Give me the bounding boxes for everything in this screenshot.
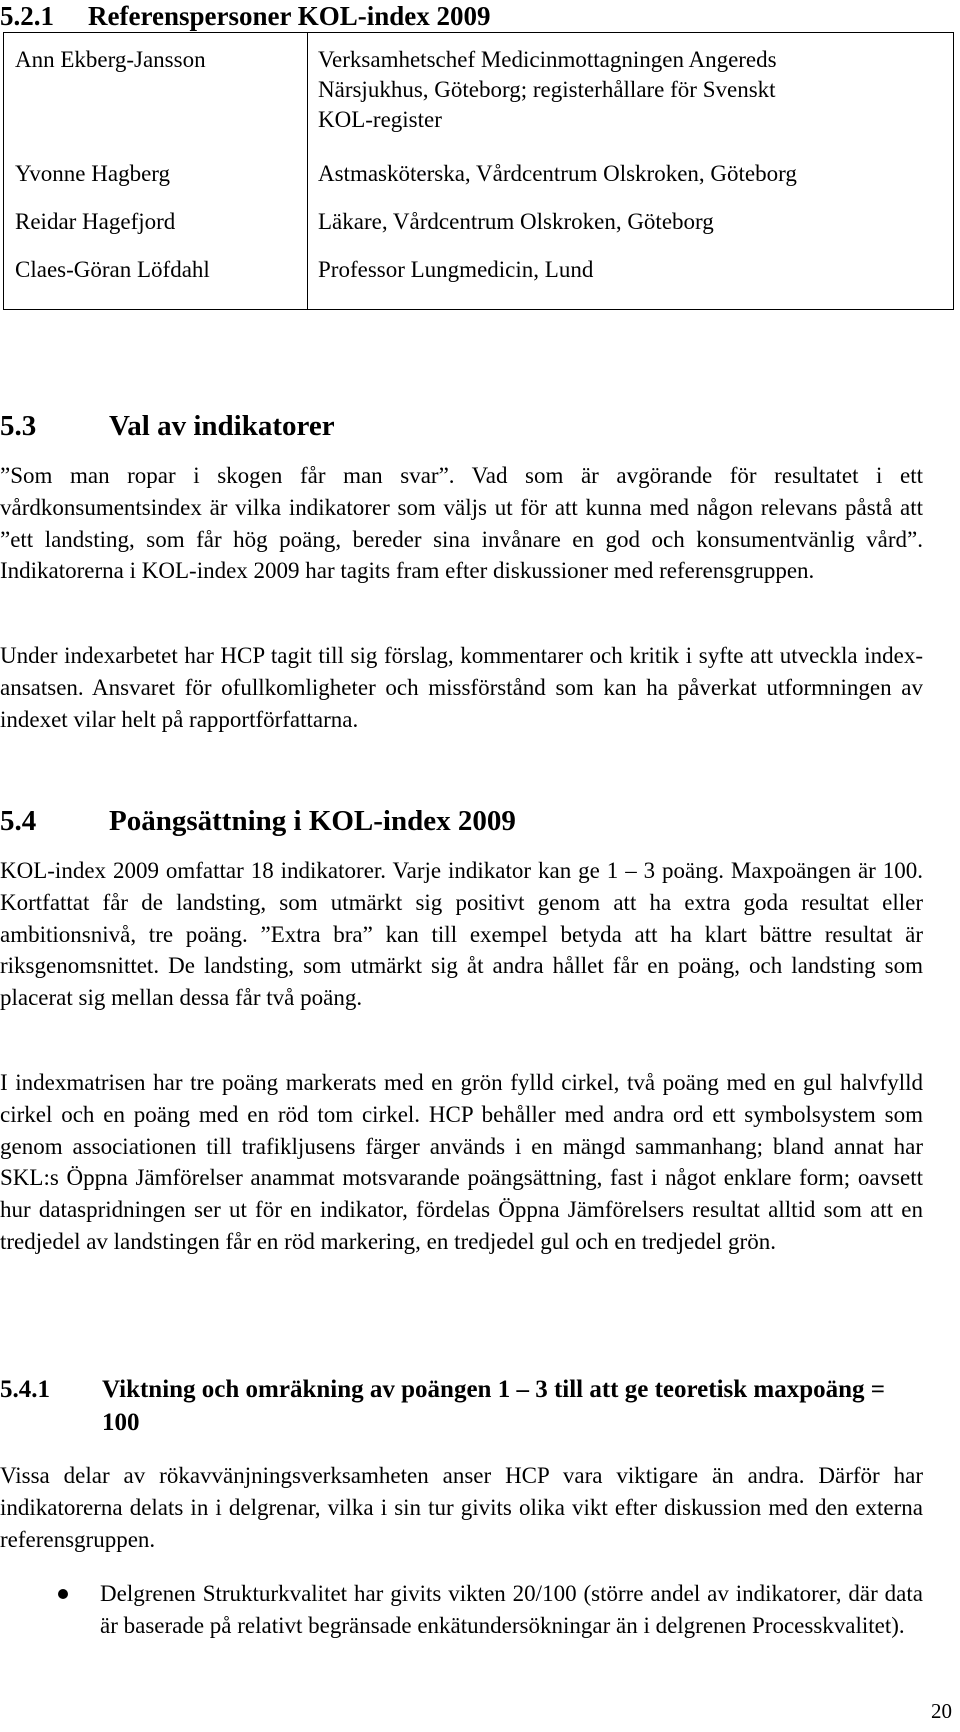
role-line: Astmasköterska, Vårdcentrum Olskroken, Göteborg [318, 161, 797, 186]
list-item-text: Delgrenen Strukturkvalitet har givits vikten 20/100 (större andel av indikatorer, där data är baserade på relativt begränsade enkätundersökningar än i delgrenen Processkvalitet). [100, 1581, 923, 1638]
role-line: Verksamhetschef Medicinmottagningen Angereds [318, 47, 777, 72]
table-row [4, 33, 954, 310]
section-title: Val av indikatorer [109, 410, 335, 442]
role-line: KOL-register [318, 107, 442, 132]
person-role-cell [308, 33, 954, 310]
section-number: 5.3 [0, 410, 37, 442]
section-title: Poängsättning i KOL-index 2009 [109, 805, 516, 837]
section-5-4-1-heading [0, 1373, 922, 1439]
role-block [318, 45, 943, 159]
body-paragraph: Vissa delar av rökavvänjningsverksamheten anser HCP vara viktigare än andra. Därför har indikatorerna delats in i delgrenar, vilka i sin tur givits olika vikt efter diskussion med den externa referensgruppen. [0, 1463, 923, 1552]
body-paragraph: Under indexarbetet har HCP tagit till sig förslag, kommentarer och kritik i syfte att utveckla index-ansatsen. Ansvaret för ofullkomligheter och missförstånd som kan ha påverkat utformningen av indexet vilar helt på rapportförfattarna. [0, 643, 923, 732]
section-5-3-heading [0, 409, 335, 443]
reference-persons-table [3, 32, 954, 310]
section-5-4-heading [0, 804, 516, 838]
body-paragraph: I indexmatrisen har tre poäng markerats med en grön fylld cirkel, två poäng med en gul halvfylld cirkel och en poäng med en röd tom cirkel. HCP behåller med andra ord ett symbolsystem som genom associationen till trafikljusens färger används i en mängd sammanhang; bland annat har SKL:s Öppna Jämförelser anammat motsvarande poängsättning, fast i något enklare form; oavsett hur dataspridningen ser ut för en indikator, fördelas Öppna Jämförelsers resultat alltid som att en tredjedel av landstingen får en röd markering, en tredjedel gul och en tredjedel grön. [0, 1070, 923, 1254]
page-number: 20 [931, 1699, 952, 1723]
body-paragraph: ”Som man ropar i skogen får man svar”. Vad som är avgörande för resultatet i ett vårdkonsumentsindex är vilka indikatorer som väljs ut för att kunna med någon relevans påstå att ”ett landsting, som får hög poäng, bereder sina invånare en god och konsumentvänlig vård”. Indikatorerna i KOL-index 2009 har tagits fram efter diskussioner med referensgruppen. [0, 463, 923, 584]
section-number: 5.2.1 [0, 1, 54, 31]
person-name: Reidar Hagefjord [15, 209, 176, 234]
role-line: Professor Lungmedicin, Lund [318, 257, 594, 282]
person-name-cell [4, 33, 308, 310]
section-number: 5.4 [0, 805, 37, 837]
role-line: Närsjukhus, Göteborg; registerhållare för Svenskt [318, 77, 776, 102]
body-paragraph: KOL-index 2009 omfattar 18 indikatorer. Varje indikator kan ge 1 – 3 poäng. Maxpoängen är 100. Kortfattat får de landsting, som utmärkt sig positivt genom att ha extra goda resultat eller ambitionsnivå, tre poäng. ”Extra bra” kan till exempel betyda att ha klart bättre resultat är riksgenomsnittet. De landsting, som utmärkt sig åt andra hållet får en poäng, och landsting som placerat sig mellan dessa får två poäng. [0, 858, 923, 1011]
person-name: Ann Ekberg-Jansson [15, 47, 206, 72]
section-title: Referenspersoner KOL-index 2009 [88, 1, 491, 31]
person-name: Yvonne Hagberg [15, 161, 171, 186]
person-name: Claes-Göran Löfdahl [15, 257, 210, 282]
list-item [0, 1578, 923, 1642]
section-title: Viktning och omräkning av poängen 1 – 3 till att ge teoretisk maxpoäng = 100 [102, 1376, 886, 1436]
bullet-list [0, 1578, 923, 1642]
bullet-icon [58, 1589, 68, 1599]
section-5-2-1-heading [0, 0, 490, 32]
section-number: 5.4.1 [0, 1376, 50, 1403]
role-line: Läkare, Vårdcentrum Olskroken, Göteborg [318, 209, 714, 234]
